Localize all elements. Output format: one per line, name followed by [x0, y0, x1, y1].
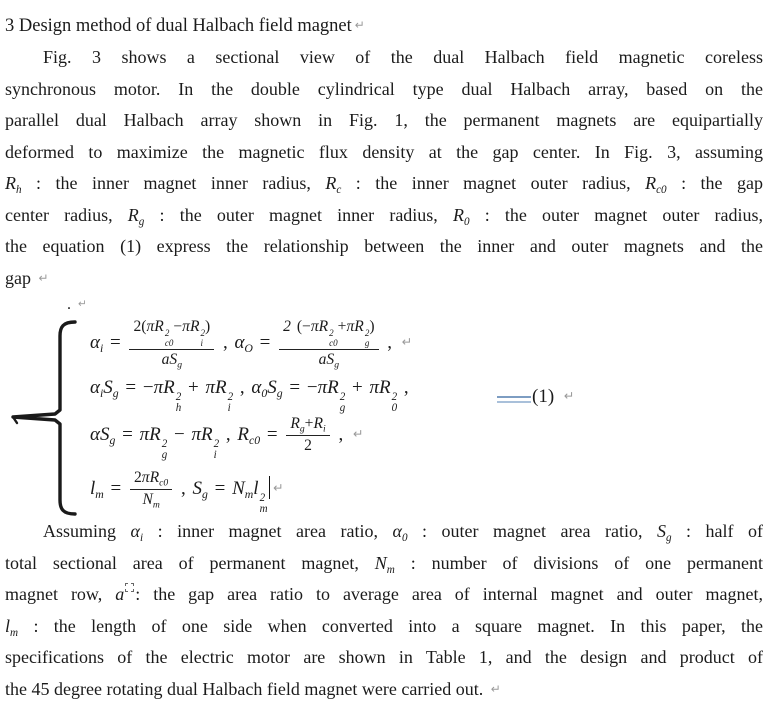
math-variable: $N_m$: [374, 552, 395, 576]
empty-line-with-period[interactable]: . ↵: [67, 296, 87, 313]
math-variable: $R_g$: [127, 204, 145, 228]
text-line[interactable]: $l_m$ : the length of one side when converted into a square magnet. In this paper, the: [5, 615, 763, 639]
math-variable: R 2 g: [149, 424, 168, 462]
equation-line[interactable]: $\alpha S_g = \pi R$ 2 g − πR 2 i , $R_{c0}$ = $\frac{R_g+R_i}{2}$ , ↵: [90, 415, 364, 462]
math-variable: R 2 i: [189, 317, 205, 348]
double-underline-mark: [497, 396, 531, 403]
return-mark-icon: ↵: [490, 681, 501, 696]
math-variable: $l_m$: [90, 478, 104, 502]
math-variable: $S_g$: [267, 377, 283, 401]
equation-line[interactable]: $\alpha_i$ = 2(πR 2 c0 −πR 2 i ) $aS_g$ , $\alpha_O$ = 2 (−πR 2 c0 +πR 2 g ) $aS_g$ , ↵: [90, 317, 413, 371]
text-line[interactable]: parallel dual Halbach array shown in Fig. 1, the permanent magnets are equipartially: [5, 110, 763, 130]
math-variable: $R_{c0}$: [149, 469, 169, 489]
text-line[interactable]: magnet row, a : the gap area ratio to average area of internal magnet and outer magnet,: [5, 584, 763, 604]
paragraph-assumptions: [5, 516, 763, 705]
return-mark-icon: ↵: [401, 335, 413, 349]
math-variable: R 2 g: [327, 377, 346, 415]
math-variable: $\alpha_i$: [90, 377, 104, 401]
text-line[interactable]: gap ↵: [5, 267, 49, 288]
return-mark-icon: ↵: [78, 299, 87, 310]
math-variable: R 2 i: [201, 424, 220, 462]
math-variable: $S_g$: [192, 478, 208, 502]
math-variable: $R_{c0}$: [645, 173, 667, 196]
math-variable: $R_h$: [5, 173, 22, 196]
math-variable: $\alpha_i$: [130, 521, 144, 544]
return-mark-icon: ↵: [354, 18, 366, 32]
math-variable: R 2 0: [378, 377, 398, 415]
math-variable: $\alpha_0$: [251, 377, 268, 401]
text-cursor: [269, 476, 271, 499]
equation-rows: [90, 316, 763, 516]
math-variable: $S_g$: [326, 351, 340, 371]
math-variable: $l_m$: [5, 615, 19, 639]
math-variable: $S_g$: [656, 521, 672, 544]
math-variable: R 2 h: [163, 377, 182, 415]
fraction: $\frac{2\pi R_{c0}}{N_m}$: [130, 469, 172, 509]
math-variable: $\alpha_i$: [90, 332, 104, 356]
math-variable: $N_m$: [232, 478, 254, 502]
text-line[interactable]: $R_h$ : the inner magnet inner radius, $R_c$ : the inner magnet outer radius, $R_{c0}$ : the gap: [5, 173, 763, 196]
return-mark-icon: ↵: [563, 389, 575, 403]
math-variable: R 2 c0: [154, 317, 174, 348]
return-mark-icon: ↵: [352, 427, 364, 441]
text-line[interactable]: Assuming $\alpha_i$ : inner magnet area ratio, $\alpha_0$ : outer magnet area ratio, $S_g$ : half of: [43, 521, 764, 544]
missing-glyph-box-icon: [125, 583, 134, 592]
return-mark-icon: ↵: [38, 270, 49, 285]
math-variable: R 2 i: [215, 377, 234, 415]
math-variable: $\alpha_O$: [234, 332, 253, 356]
paragraph-intro: [5, 42, 763, 294]
return-mark-icon: ↵: [273, 481, 284, 495]
math-variable: $S_g$: [169, 351, 183, 371]
math-variable: R 2 g: [354, 317, 370, 348]
equation-block[interactable]: [5, 316, 763, 516]
math-variable: l 2 m: [253, 478, 268, 516]
math-variable: $R_g$: [290, 415, 305, 435]
math-variable: $R_{c0}$: [237, 424, 261, 448]
text-line[interactable]: total sectional area of permanent magnet, $N_m$ : number of divisions of one permanent: [5, 552, 763, 576]
fraction: $\frac{R_g+R_i}{2}$: [286, 415, 329, 455]
math-variable: $R_0$: [452, 204, 470, 228]
text-line[interactable]: the 45 degree rotating dual Halbach field magnet were carried out. ↵: [5, 678, 501, 699]
text-line[interactable]: center radius, $R_g$ : the outer magnet inner radius, $R_0$ : the outer magnet outer radius,: [5, 204, 763, 228]
equation-number: (1) ↵: [497, 386, 574, 408]
text-line[interactable]: synchronous motor. In the double cylindrical type dual Halbach array, based on the: [5, 78, 763, 99]
text-line[interactable]: the equation (1) express the relationship between the inner and outer magnets and the: [5, 236, 763, 256]
math-variable: $R_i$: [313, 415, 326, 435]
math-variable: $R_c$: [325, 173, 342, 196]
text-line[interactable]: deformed to maximize the magnetic flux density at the gap center. In Fig. 3, assuming: [5, 141, 763, 162]
text-line[interactable]: Fig. 3 shows a sectional view of the dual Halbach field magnetic coreless: [43, 47, 763, 67]
math-variable: R 2 c0: [318, 317, 338, 348]
math-variable: $\alpha_0$: [392, 521, 408, 544]
fraction: 2(πR 2 c0 −πR 2 i ) $aS_g$: [129, 318, 214, 370]
math-variable: $S_g$: [99, 424, 116, 448]
equation-left-brace-icon: [9, 318, 81, 518]
equation-line[interactable]: $l_m$ = $\frac{2\pi R_{c0}}{N_m}$ , $S_g = N_ml$ 2 m ↵: [90, 469, 284, 516]
math-variable: $N_m$: [142, 491, 160, 511]
section-heading[interactable]: 3 Design method of dual Halbach field magnet ↵: [5, 16, 366, 36]
math-variable: $S_g$: [103, 377, 119, 401]
fraction: 2 (−πR 2 c0 +πR 2 g ) $aS_g$: [279, 318, 378, 370]
equation-line[interactable]: $\alpha_iS_g = -\pi R$ 2 h + πR 2 i , $\alpha_0S_g = -\pi R$ 2 g + πR 2 0 , (1) ↵: [90, 377, 575, 415]
text-line[interactable]: specifications of the electric motor are shown in Table 1, and the design and product of: [5, 647, 763, 667]
